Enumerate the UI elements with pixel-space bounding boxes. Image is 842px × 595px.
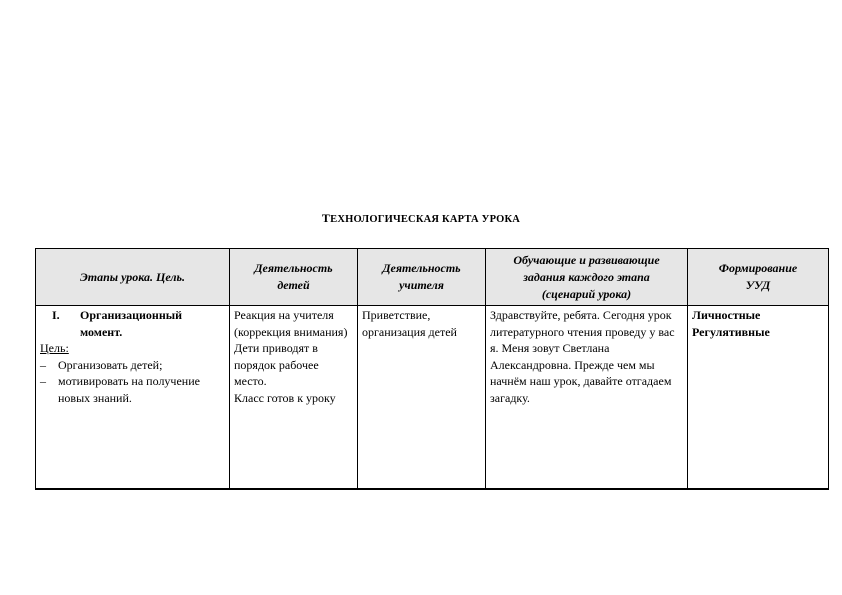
lesson-script-text: Здравствуйте, ребята. Сегодня урок литературного чтения проведу у вас я. Меня зовут Светлана Александровна. Прежде чем мы начнём наш урок, давайте отгадаем загадку. [490,308,675,405]
header-children-activity-line-2: детей [277,278,310,292]
cell-children-activity [230,306,358,490]
stage-heading [40,307,225,340]
cell-uud [688,306,829,490]
header-uud-line-2: УУД [745,278,771,292]
table-row [36,306,829,490]
header-stages: Этапы урока. Цель. [36,249,230,306]
children-activity-item: Класс готов к уроку [234,390,336,405]
lesson-plan-table [35,248,829,490]
list-item [40,357,225,374]
cell-stage [36,306,230,490]
uud-item: Личностные [692,308,761,322]
document-title-initial: Т [321,211,331,225]
list-item [40,373,225,406]
stage-number: I. [52,308,60,322]
dash-bullet-icon: – [40,357,46,372]
header-children-activity [230,249,358,306]
goal-text: Организовать детей; [58,357,163,372]
header-tasks-line-3: (сценарий урока) [541,286,632,301]
header-uud-line-1: Формирование [718,261,798,275]
header-tasks-line-2: задания каждого этапа [523,269,650,284]
header-tasks [486,249,688,306]
goal-list [40,357,225,407]
teacher-activity-text: Приветствие, организация детей [362,308,457,339]
dash-bullet-icon: – [40,374,46,388]
table-header-row [36,249,829,306]
header-uud [688,249,829,306]
children-activity-item: Дети приводят в порядок рабочее место. [234,341,319,388]
stage-title: Организационный момент. [80,308,183,339]
uud-item: Регулятивные [692,324,770,339]
goal-text: мотивировать на получение новых знаний. [58,374,200,405]
header-children-activity-line-1: Деятельность [254,261,333,275]
header-teacher-activity-line-1: Деятельность [382,261,461,275]
header-teacher-activity-line-2: учителя [399,278,444,292]
cell-teacher-activity [358,306,486,490]
document-title [0,211,842,226]
cell-script [486,306,688,490]
goal-label: Цель: [40,341,69,355]
header-tasks-line-1: Обучающие и развивающие [513,252,660,267]
document-title-rest: ЕХНОЛОГИЧЕСКАЯ КАРТА УРОКА [330,214,521,225]
children-activity-item: Реакция на учителя (коррекция внимания) [234,308,348,339]
header-teacher-activity [358,249,486,306]
